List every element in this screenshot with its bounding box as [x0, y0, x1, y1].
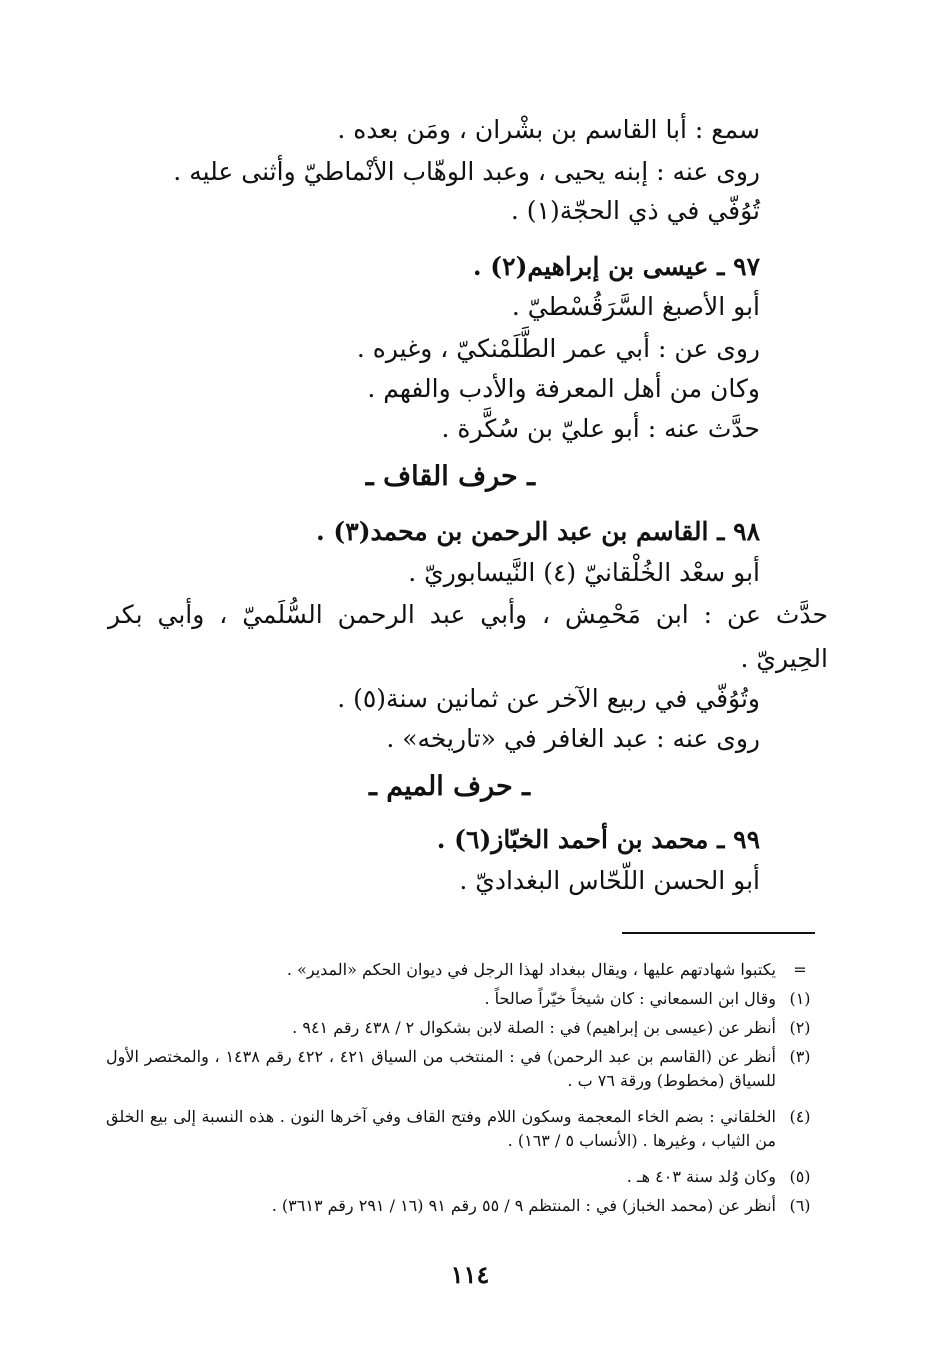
- text-line: وكان من أهل المعرفة والأدب والفهم .: [367, 374, 760, 403]
- text-line: روى عن : أبي عمر الطَّلَمْنكيّ ، وغيره .: [356, 334, 760, 363]
- footnote-text: أنظر عن (محمد الخباز) في : المنتظم ٩ / ٥٥ رقم ٩١ (١٦ / ٢٩١ رقم ٣٦١٣) .: [271, 1196, 776, 1215]
- section-heading: ـ حرف الميم ـ: [368, 771, 530, 802]
- footnote-text: أنظر عن (عيسى بن إبراهيم) في : الصلة لابن بشكوال ٢ / ٤٣٨ رقم ٩٤١ .: [292, 1018, 776, 1037]
- footnote: [106, 1105, 820, 1153]
- entry-title: ٩٨ ـ القاسم بن عبد الرحمن بن محمد(٣) .: [316, 517, 760, 546]
- footnote-text: أنظر عن (القاسم بن عبد الرحمن) في : المنتخب من السياق ٤٢١ ، ٤٢٢ رقم ١٤٣٨ ، والمختصر الأول للسياق (مخطوط) ورقة ٧٦ ب .: [106, 1047, 777, 1090]
- footnote: [106, 987, 820, 1011]
- footnote-text: الخلقاني : بضم الخاء المعجمة وسكون اللام وفتح القاف وفي آخرها النون . هذه النسبة إلى بيع الخلق من الثياب ، وغيرها . (الأنساب ٥ / ١٦٣) .: [106, 1107, 776, 1150]
- text-line: حدَّث عنه : أبو عليّ بن سُكَّرة .: [441, 414, 760, 443]
- footnote-text: يكتبوا شهادتهم عليها ، ويقال ببغداد لهذا الرجل في ديوان الحكم «المدير» .: [286, 960, 776, 979]
- section-heading: ـ حرف القاف ـ: [365, 461, 535, 492]
- footnote-number: =: [793, 960, 807, 979]
- footnote-text: وقال ابن السمعاني : كان شيخاً خيّراً صالحاً .: [484, 989, 776, 1008]
- text-line: وتُوُفّي في ربيع الآخر عن ثمانين سنة(٥) .: [337, 684, 760, 713]
- footnote-number: (٥): [789, 1167, 811, 1186]
- footnote-divider: [622, 932, 815, 934]
- text-line: الحِيريّ .: [740, 644, 828, 673]
- text-line: أبو سعْد الخُلْقانيّ (٤) النَّيسابوريّ .: [408, 558, 760, 587]
- footnote: [106, 958, 820, 982]
- footnote: [106, 1194, 820, 1218]
- footnote: [106, 1016, 820, 1040]
- footnote-number: (٦): [789, 1196, 811, 1215]
- text-line: روى عنه : إبنه يحيى ، وعبد الوهّاب الأنْماطيّ وأثنى عليه .: [173, 157, 760, 186]
- text-line: أبو الحسن اللّحّاس البغداديّ .: [459, 866, 760, 895]
- footnote-number: (٢): [789, 1018, 811, 1037]
- footnote-number: (٣): [789, 1047, 811, 1066]
- text-line: تُوُفّي في ذي الحجّة(١) .: [510, 196, 760, 225]
- text-line: أبو الأصبغ السَّرَقُسْطيّ .: [511, 292, 760, 321]
- footnote-text: وكان وُلد سنة ٤٠٣ هـ .: [626, 1167, 776, 1186]
- footnote: [106, 1045, 820, 1093]
- text-line: روى عنه : عبد الغافر في «تاريخه» .: [386, 724, 760, 753]
- text-line: سمع : أبا القاسم بن بشْران ، ومَن بعده .: [337, 115, 760, 144]
- footnote-number: (٤): [789, 1107, 811, 1126]
- page-number: ١١٤: [450, 1260, 490, 1289]
- text-line: حدَّث عن : ابن مَحْمِش ، وأبي عبد الرحمن السُّلَميّ ، وأبي بكر: [108, 600, 828, 629]
- footnote-number: (١): [789, 989, 811, 1008]
- entry-title: ٩٧ ـ عيسى بن إبراهيم(٢) .: [472, 252, 760, 281]
- footnote: [106, 1165, 820, 1189]
- entry-title: ٩٩ ـ محمد بن أحمد الخبّاز(٦) .: [436, 825, 760, 854]
